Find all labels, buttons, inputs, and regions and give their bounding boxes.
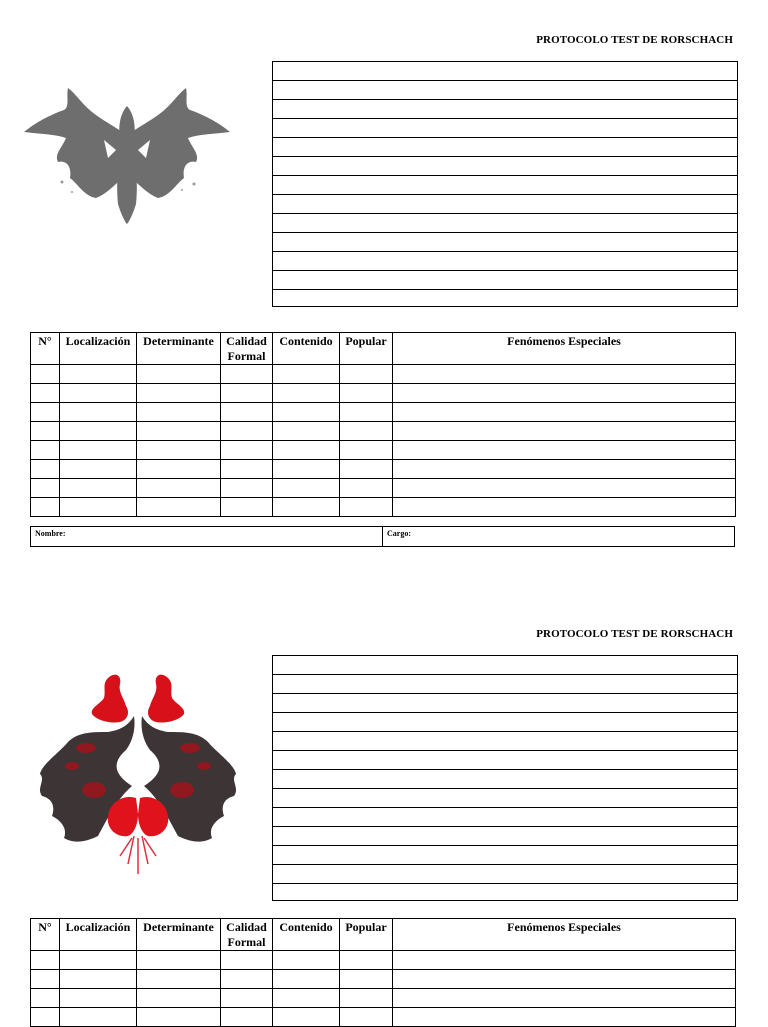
form-title: PROTOCOLO TEST DE RORSCHACH [536, 628, 733, 640]
cell[interactable] [31, 989, 60, 1008]
table-header-row [31, 333, 736, 365]
response-line[interactable] [273, 290, 737, 309]
cell[interactable] [393, 384, 736, 403]
cell[interactable] [60, 384, 137, 403]
calidad-line-2: Formal [227, 349, 266, 363]
response-line[interactable] [273, 713, 737, 732]
cell[interactable] [273, 403, 340, 422]
response-line[interactable] [273, 271, 737, 290]
cell[interactable] [31, 422, 60, 441]
response-line[interactable] [273, 789, 737, 808]
table-row [31, 384, 736, 403]
response-line[interactable] [273, 195, 737, 214]
cell[interactable] [31, 403, 60, 422]
cell[interactable] [221, 460, 273, 479]
signature-bar [30, 526, 735, 547]
cell[interactable] [137, 384, 221, 403]
cell[interactable] [60, 970, 137, 989]
cell[interactable] [60, 403, 137, 422]
cell[interactable] [137, 479, 221, 498]
cell[interactable] [340, 498, 393, 517]
col-header-contenido: Contenido [273, 333, 340, 365]
col-header-popular: Popular [340, 919, 393, 951]
cell[interactable] [393, 460, 736, 479]
col-header-fenomenos: Fenómenos Especiales [393, 333, 736, 365]
table-row [31, 403, 736, 422]
grey-inkblot-icon [22, 86, 232, 228]
response-lines [272, 61, 738, 307]
cell[interactable] [273, 989, 340, 1008]
response-line[interactable] [273, 138, 737, 157]
col-header-fenomenos: Fenómenos Especiales [393, 919, 736, 951]
cell[interactable] [137, 365, 221, 384]
response-line[interactable] [273, 827, 737, 846]
cell[interactable] [137, 498, 221, 517]
cell[interactable] [221, 498, 273, 517]
col-header-determinante: Determinante [137, 333, 221, 365]
cargo-label: Cargo: [387, 529, 411, 538]
cell[interactable] [221, 970, 273, 989]
col-header-calidad-formal [221, 333, 273, 365]
nombre-field[interactable] [31, 527, 383, 546]
cell[interactable] [393, 365, 736, 384]
cell[interactable] [221, 951, 273, 970]
cell[interactable] [273, 422, 340, 441]
cell[interactable] [31, 365, 60, 384]
nombre-label: Nombre: [35, 529, 66, 538]
cell[interactable] [393, 441, 736, 460]
cell[interactable] [340, 422, 393, 441]
cell[interactable] [340, 365, 393, 384]
cell[interactable] [221, 403, 273, 422]
response-line[interactable] [273, 252, 737, 271]
table-row [31, 422, 736, 441]
cell[interactable] [31, 384, 60, 403]
cell[interactable] [221, 479, 273, 498]
cell[interactable] [31, 460, 60, 479]
cell[interactable] [273, 498, 340, 517]
col-header-localizacion: Localización [60, 919, 137, 951]
cell[interactable] [393, 479, 736, 498]
cell[interactable] [60, 498, 137, 517]
table-row [31, 989, 736, 1008]
cell[interactable] [393, 403, 736, 422]
cell[interactable] [340, 989, 393, 1008]
col-header-popular: Popular [340, 333, 393, 365]
response-line[interactable] [273, 732, 737, 751]
response-line[interactable] [273, 100, 737, 119]
cell[interactable] [60, 441, 137, 460]
response-line[interactable] [273, 884, 737, 903]
cell[interactable] [393, 951, 736, 970]
red-black-inkblot-icon [34, 668, 246, 876]
cell[interactable] [340, 441, 393, 460]
table-row [31, 479, 736, 498]
response-line[interactable] [273, 675, 737, 694]
cell[interactable] [393, 989, 736, 1008]
cell[interactable] [340, 460, 393, 479]
cell[interactable] [273, 951, 340, 970]
cell[interactable] [340, 384, 393, 403]
cell[interactable] [60, 460, 137, 479]
cell[interactable] [340, 403, 393, 422]
cell[interactable] [60, 951, 137, 970]
cell[interactable] [273, 365, 340, 384]
col-header-localizacion: Localización [60, 333, 137, 365]
cell[interactable] [31, 951, 60, 970]
cell[interactable] [31, 498, 60, 517]
col-header-calidad-formal [221, 919, 273, 951]
cell[interactable] [60, 365, 137, 384]
cell[interactable] [393, 422, 736, 441]
response-line[interactable] [273, 694, 737, 713]
cell[interactable] [60, 479, 137, 498]
cell[interactable] [137, 989, 221, 1008]
form-title: PROTOCOLO TEST DE RORSCHACH [536, 34, 733, 46]
scoring-table [30, 332, 736, 517]
cell[interactable] [221, 989, 273, 1008]
cell[interactable] [137, 403, 221, 422]
cargo-field[interactable] [383, 527, 734, 546]
cell[interactable] [31, 441, 60, 460]
cell[interactable] [273, 441, 340, 460]
col-header-n: N° [31, 333, 60, 365]
cell[interactable] [393, 498, 736, 517]
table-row [31, 951, 736, 970]
col-header-n: N° [31, 919, 60, 951]
response-line[interactable] [273, 233, 737, 252]
response-line[interactable] [273, 751, 737, 770]
response-lines [272, 655, 738, 901]
col-header-determinante: Determinante [137, 919, 221, 951]
response-line[interactable] [273, 865, 737, 884]
cell[interactable] [273, 479, 340, 498]
response-line[interactable] [273, 656, 737, 675]
cell[interactable] [60, 989, 137, 1008]
table-row [31, 365, 736, 384]
response-line[interactable] [273, 846, 737, 865]
cell[interactable] [137, 970, 221, 989]
cell[interactable] [273, 384, 340, 403]
cell[interactable] [221, 422, 273, 441]
cell[interactable] [393, 970, 736, 989]
table-row [31, 460, 736, 479]
table-row [31, 441, 736, 460]
response-line[interactable] [273, 157, 737, 176]
table-row [31, 970, 736, 989]
cell[interactable] [273, 460, 340, 479]
cell[interactable] [31, 479, 60, 498]
response-line[interactable] [273, 808, 737, 827]
cell[interactable] [137, 460, 221, 479]
response-line[interactable] [273, 81, 737, 100]
table-header-row [31, 919, 736, 951]
cell[interactable] [31, 970, 60, 989]
cell[interactable] [340, 951, 393, 970]
cell[interactable] [340, 970, 393, 989]
response-line[interactable] [273, 214, 737, 233]
cell[interactable] [221, 365, 273, 384]
response-line[interactable] [273, 770, 737, 789]
col-header-contenido: Contenido [273, 919, 340, 951]
cell[interactable] [60, 422, 137, 441]
cell[interactable] [137, 441, 221, 460]
cell[interactable] [137, 422, 221, 441]
cell[interactable] [221, 384, 273, 403]
cell[interactable] [221, 441, 273, 460]
cell[interactable] [273, 970, 340, 989]
cell[interactable] [340, 479, 393, 498]
calidad-line-2: Formal [227, 935, 266, 949]
scoring-table [30, 918, 736, 1027]
calidad-line-1: Calidad [226, 920, 267, 934]
response-line[interactable] [273, 119, 737, 138]
cell[interactable] [137, 951, 221, 970]
calidad-line-1: Calidad [226, 334, 267, 348]
response-line[interactable] [273, 176, 737, 195]
table-row [31, 498, 736, 517]
response-line[interactable] [273, 62, 737, 81]
